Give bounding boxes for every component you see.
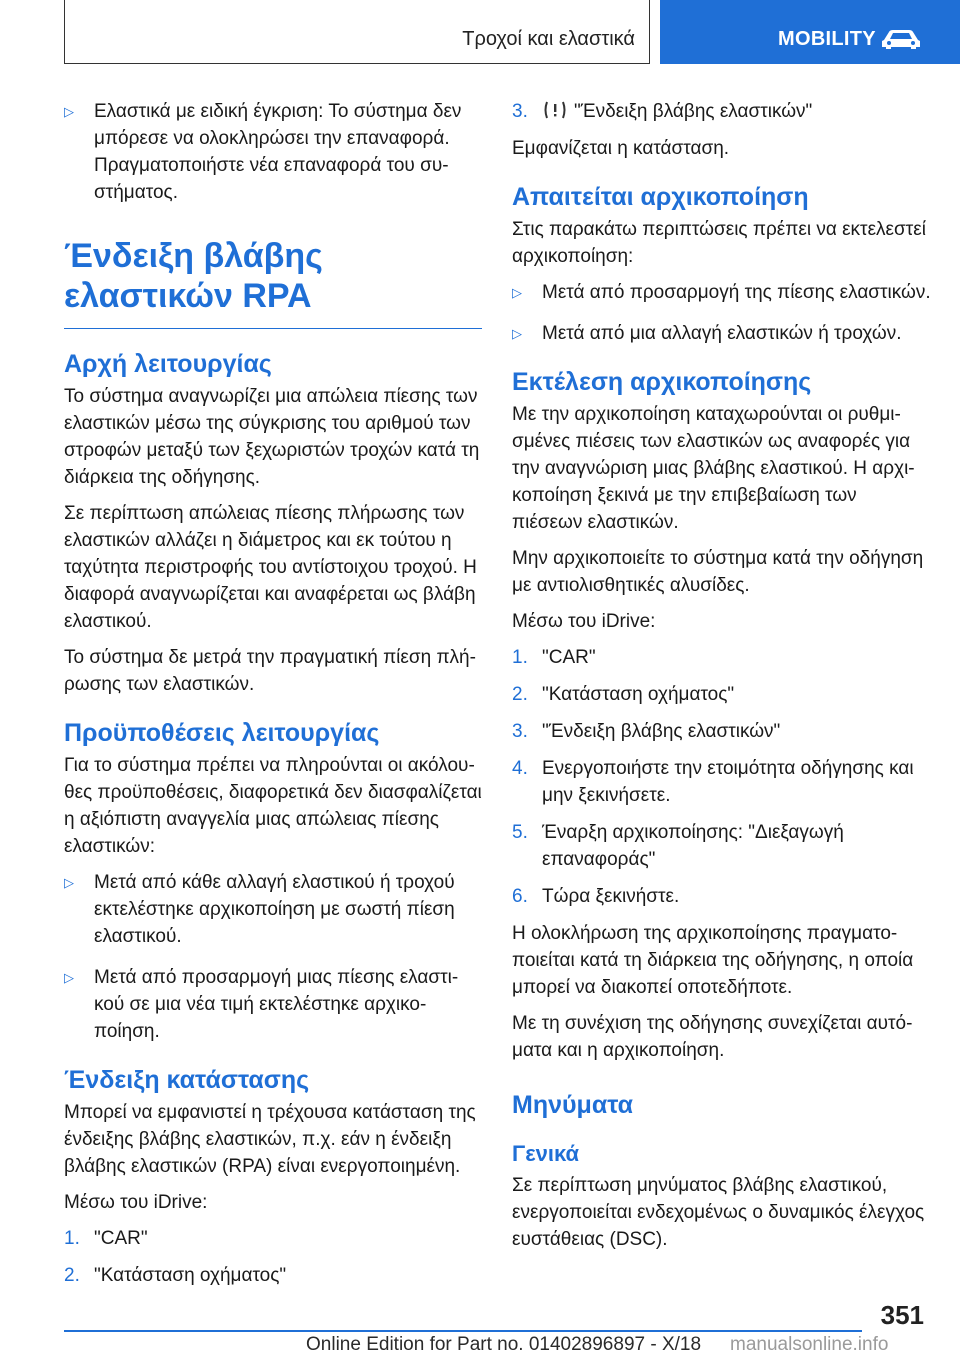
list-item: 3. "Ένδειξη βλάβης ελαστικών" [512,101,813,122]
heading-principle: Αρχή λειτουργίας [64,350,272,378]
paragraph: Η ολοκλήρωση της αρχικοποίησης πραγματοποιείται κατά τη διάρκεια της οδήγησης, η οποία μπορεί να διακοπεί οποτεδήποτε. [512,923,914,998]
list-item: 1. "CAR" [512,647,596,668]
status-steps-continued [512,98,932,125]
paragraph: Σε περίπτωση μηνύματος βλάβης ελαστικού, ενεργοποιείται ενδεχομένως ο δυναμικός έλεγχος ευστάθειας (DSC). [512,1175,925,1250]
car-icon [880,28,922,50]
paragraph: Με τη συνέχιση της οδήγησης συνεχίζεται αυτόματα και η αρχικοποίηση. [512,1013,913,1061]
heading-general: Γενικά [512,1141,580,1166]
mobility-tab-label: MOBILITY [778,28,876,50]
heading-perform-init: Εκτέλεση αρχικοποίησης [512,368,812,396]
triangle-bullet-icon: ▷ [512,285,522,300]
list-item: 2. "Κατάσταση οχήματος" [512,684,735,705]
list-item: 6. Τώρα ξεκινήστε. [512,886,680,907]
triangle-bullet-icon: ▷ [64,875,74,890]
heading-init-required: Απαιτείται αρχικοποίηση [512,183,809,211]
paragraph: Μέσω του iDrive: [64,1192,208,1213]
tire-warning-icon [542,100,568,120]
edition-text: Online Edition for Part no. 01402896897 - X/18 [306,1334,702,1355]
list-item: ▷ Μετά από προσαρμογή μιας πίεσης ελαστικού σε μια νέα τιμή εκτελέστηκε αρχικοποίηση. [64,964,482,1045]
paragraph: Το σύστημα δε μετρά την πραγματική πίεση πλήρωσης των ελαστικών. [64,647,476,695]
mobility-tab[interactable] [660,0,960,64]
list-item: ▷ Μετά από κάθε αλλαγή ελαστικού ή τροχού εκτελέστηκε αρχικοποίηση με σωστή πίεση ελαστικού. [64,869,482,950]
paragraph: Εμφανίζεται η κατάσταση. [512,138,730,159]
paragraph: Για το σύστημα πρέπει να πληρούνται οι ακόλουθες προϋποθέσεις, διαφορετικά δεν διασφαλίζεται η αξιόπιστη αναγγελία μιας απώλειας πίεσης ελαστικών: [64,755,482,857]
paragraph: Το σύστημα αναγνωρίζει μια απώλεια πίεσης των ελαστικών μέσω της σύγκρισης του αριθμού των στροφών μεταξύ των ξεχωριστών τροχών κατά τη διάρκεια της οδήγησης. [64,386,480,488]
paragraph: Με την αρχικοποίηση καταχωρούνται οι ρυθμισμένες πιέσεις των ελαστικών ως αναφορές για την αναγνώριση μιας βλάβης ελαστικού. Η αρχικοποίηση ξεκινά με την επιβεβαίωση των πιέσεων ελαστικών. [512,404,915,533]
paragraph: Μην αρχικοποιείτε το σύστημα κατά την οδήγηση με αντιολισθητικές αλυσίδες. [512,548,924,596]
triangle-bullet-icon: ▷ [64,104,74,119]
header-box [64,0,650,64]
heading-messages: Μηνύματα [512,1091,634,1119]
left-column [64,98,482,1299]
page-number: 351 [880,1300,924,1330]
right-column [512,98,932,1262]
list-item: ▷ Μετά από προσαρμογή της πίεσης ελαστικών. [512,279,932,306]
list-item: ▷ Μετά από μια αλλαγή ελαστικών ή τροχών. [512,320,932,347]
list-item: 1. "CAR" [64,1228,148,1249]
init-cases-list [512,279,932,347]
paragraph: Στις παρακάτω περιπτώσεις πρέπει να εκτελεστεί αρχικοποίηση: [512,219,926,267]
footer-rule [64,1330,862,1332]
list-item: 4. Ενεργοποιήστε την ετοιμότητα οδήγησης και μην ξεκινήσετε. [512,758,914,806]
section-title: Τροχοί και ελαστικά [462,28,635,50]
paragraph: Μέσω του iDrive: [512,611,656,632]
list-item: 3. "Ένδειξη βλάβης ελαστικών" [512,721,781,742]
status-steps-list [64,1225,482,1289]
init-steps-list [512,644,932,910]
triangle-bullet-icon: ▷ [512,326,522,341]
intro-bullet-list [64,98,482,206]
heading-status-display: Ένδειξη κατάστασης [64,1066,310,1094]
list-item: 5. Έναρξη αρχικοποίησης: "Διεξαγωγή επαναφοράς" [512,822,844,870]
paragraph: Σε περίπτωση απώλειας πίεσης πλήρωσης των ελαστικών αλλάζει η διάμετρος και εκ τούτου η ταχύτητα περιστροφής του αντίστοιχου τροχού. Η διαφορά αναγνωρίζεται και αναφέρεται ως βλάβη ελαστικού. [64,503,477,632]
heading-requirements: Προϋποθέσεις λειτουργίας [64,719,380,747]
watermark: manualsonline.info [730,1334,889,1355]
requirements-list [64,869,482,1045]
main-heading: Ένδειξη βλάβης ελαστικών RPA [64,236,482,329]
paragraph: Μπορεί να εμφανιστεί η τρέχουσα κατάσταση της ένδειξης βλάβης ελαστικών, π.χ. εάν η ένδειξη βλάβης ελαστικών (RPA) είναι ενεργοποιημένη. [64,1102,476,1177]
list-item: ▷ Ελαστικά με ειδική έγκριση: Το σύστημα δεν μπόρεσε να ολοκληρώσει την επαναφορά. Πραγματοποιήστε νέα επαναφορά του συστήματος. [64,98,482,206]
list-item: 2. "Κατάσταση οχήματος" [64,1265,287,1286]
triangle-bullet-icon: ▷ [64,970,74,985]
